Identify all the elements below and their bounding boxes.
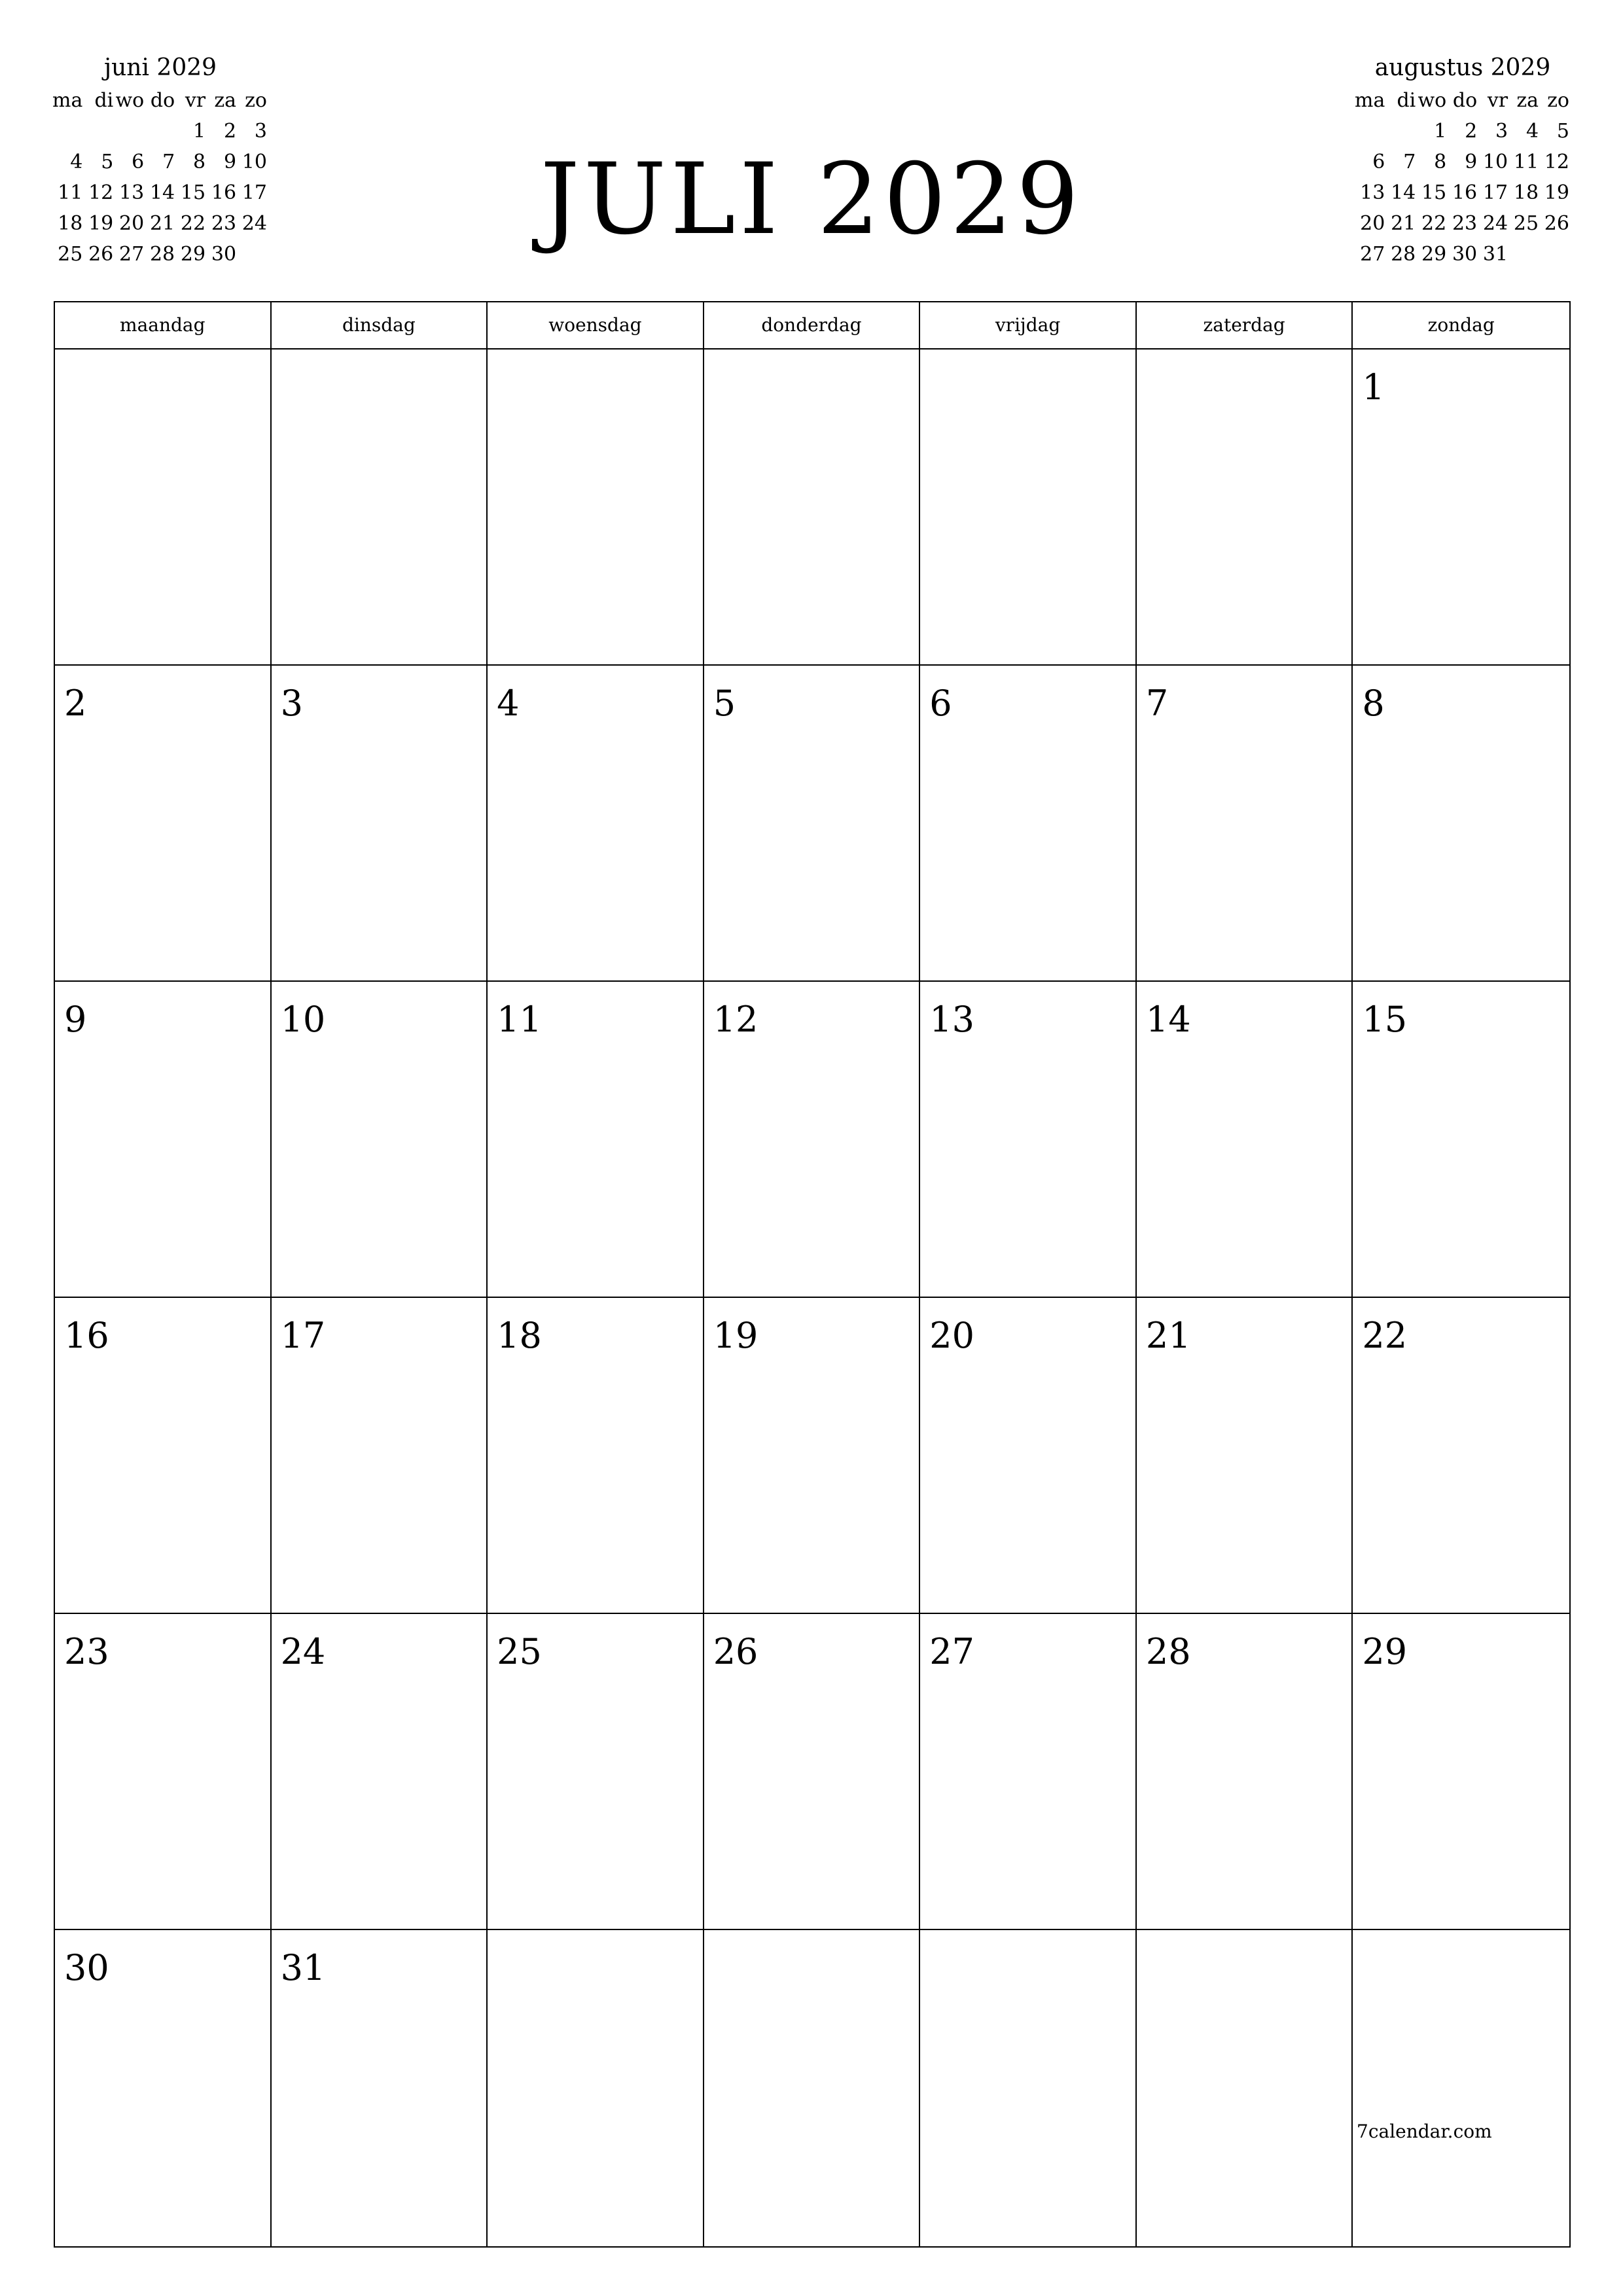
mini-calendar-prev-title: juni 2029 [103,54,217,81]
day-number: 19 [713,1315,758,1356]
day-number: 9 [64,999,87,1040]
mini-day: 15 [180,181,206,204]
day-cell[interactable] [704,1298,921,1614]
footer-credit: 7calendar.com [1357,2121,1492,2142]
mini-calendar-next [1355,51,1571,270]
day-number: 8 [1362,683,1385,724]
mini-weekday-label: di [94,89,114,112]
day-cell[interactable] [1137,350,1353,666]
mini-day: 15 [1421,181,1447,204]
mini-day: 6 [1372,151,1385,173]
weekday-header: maandag [55,302,272,348]
day-number: 13 [929,999,974,1040]
weekday-header: zaterdag [1137,302,1353,348]
day-cell[interactable] [1353,1930,1569,2246]
mini-day: 28 [1391,243,1416,266]
mini-day: 29 [1421,243,1447,266]
mini-day: 23 [1452,212,1478,235]
day-number: 3 [280,683,303,724]
mini-weekday-label: vr [185,89,206,112]
mini-weekday-label: ma [52,89,83,112]
mini-weekday-label: wo [1418,89,1447,112]
mini-day: 6 [132,151,145,173]
day-cell[interactable] [1353,350,1569,666]
day-number: 29 [1362,1631,1408,1672]
mini-day: 19 [88,212,114,235]
day-cell[interactable] [55,1614,272,1930]
day-cell[interactable] [488,982,704,1298]
weekday-header: dinsdag [272,302,488,348]
day-cell[interactable] [704,666,921,982]
day-cell[interactable] [272,1298,488,1614]
mini-calendar-next-title: augustus 2029 [1374,54,1551,81]
mini-day: 7 [1403,151,1416,173]
mini-day: 5 [1556,120,1569,143]
day-cell[interactable] [1137,1930,1353,2246]
day-cell[interactable] [1353,1298,1569,1614]
day-cell[interactable] [1353,666,1569,982]
mini-day: 18 [1513,181,1539,204]
day-cell[interactable] [920,1930,1137,2246]
day-cell[interactable] [704,350,921,666]
mini-day: 3 [1495,120,1508,143]
mini-day: 22 [180,212,206,235]
day-number: 14 [1145,999,1191,1040]
day-cell[interactable] [272,982,488,1298]
mini-day: 25 [1513,212,1539,235]
mini-day: 27 [1360,243,1385,266]
mini-day: 25 [58,243,83,266]
day-cell[interactable] [488,1930,704,2246]
mini-weekday-label: za [214,89,237,112]
mini-day: 12 [1544,151,1569,173]
mini-day: 5 [101,151,114,173]
day-cell[interactable] [920,666,1137,982]
mini-weekday-label: vr [1487,89,1508,112]
mini-day: 22 [1421,212,1447,235]
mini-day: 17 [241,181,267,204]
mini-day: 10 [1482,151,1508,173]
day-cell[interactable] [1137,982,1353,1298]
day-number: 6 [929,683,952,724]
day-number: 21 [1145,1315,1191,1356]
mini-day: 23 [211,212,237,235]
day-grid [55,350,1569,2246]
mini-day: 11 [58,181,83,204]
weekday-header-row [55,302,1569,350]
mini-day: 30 [1452,243,1478,266]
mini-weekday-label: zo [1547,89,1569,112]
day-cell[interactable] [920,350,1137,666]
mini-day: 21 [149,212,175,235]
day-cell[interactable] [272,1614,488,1930]
mini-day: 26 [1544,212,1569,235]
day-cell[interactable] [488,666,704,982]
mini-day: 13 [119,181,145,204]
day-number: 23 [64,1631,109,1672]
mini-day: 9 [223,151,237,173]
mini-weekday-label: do [150,89,175,112]
mini-day: 1 [1434,120,1447,143]
day-cell[interactable] [55,1298,272,1614]
mini-day: 9 [1465,151,1478,173]
day-cell[interactable] [488,1298,704,1614]
day-number: 26 [713,1631,758,1672]
mini-day: 8 [1434,151,1447,173]
day-number: 4 [497,683,520,724]
day-cell[interactable] [55,666,272,982]
day-number: 18 [497,1315,542,1356]
day-cell[interactable] [1137,1298,1353,1614]
day-number: 20 [929,1315,974,1356]
mini-day: 3 [254,120,267,143]
day-cell[interactable] [704,1614,921,1930]
mini-day: 30 [211,243,237,266]
mini-day [1386,116,1417,147]
weekday-header: zondag [1427,314,1495,336]
day-cell[interactable] [488,1614,704,1930]
mini-day: 16 [211,181,237,204]
mini-day: 24 [1482,212,1508,235]
day-number: 12 [713,999,758,1040]
day-number: 11 [497,999,542,1040]
day-number: 30 [64,1947,109,1988]
mini-day: 12 [88,181,114,204]
mini-day [1509,239,1540,270]
day-number: 22 [1362,1315,1408,1356]
weekday-header: vrijdag [920,302,1137,348]
mini-calendar-next-grid [1355,85,1571,270]
day-number: 28 [1145,1631,1191,1672]
day-cell[interactable] [55,1930,272,2246]
mini-day: 8 [193,151,206,173]
day-number: 10 [280,999,326,1040]
page-title: JULI 2029 [540,143,1083,257]
mini-day: 2 [223,120,237,143]
mini-day: 31 [1482,243,1508,266]
mini-day: 21 [1391,212,1416,235]
day-number: 7 [1145,683,1169,724]
mini-weekday-label: za [1516,89,1539,112]
day-number: 24 [280,1631,326,1672]
day-number: 31 [280,1947,326,1988]
mini-day: 1 [193,120,206,143]
day-number: 17 [280,1315,326,1356]
day-cell[interactable] [704,1930,921,2246]
mini-day: 29 [180,243,206,266]
day-cell[interactable] [1353,982,1569,1298]
day-number: 5 [713,683,736,724]
day-cell[interactable] [920,1298,1137,1614]
mini-weekday-label: di [1397,89,1416,112]
day-cell[interactable] [488,350,704,666]
day-number: 27 [929,1631,974,1672]
day-cell[interactable] [920,1614,1137,1930]
day-cell[interactable] [704,982,921,1298]
weekday-header: woensdag [488,302,704,348]
mini-day: 28 [149,243,175,266]
mini-day: 16 [1452,181,1478,204]
day-cell[interactable] [55,350,272,666]
mini-day: 4 [70,151,83,173]
mini-day: 19 [1544,181,1569,204]
day-number: 2 [64,683,87,724]
weekday-header: donderdag [704,302,921,348]
mini-day: 24 [241,212,267,235]
mini-day: 18 [58,212,83,235]
day-number: 25 [497,1631,542,1672]
day-cell[interactable] [272,666,488,982]
mini-day: 2 [1465,120,1478,143]
day-number: 15 [1362,999,1408,1040]
mini-weekday-label: zo [245,89,267,112]
day-cell[interactable] [1137,666,1353,982]
day-cell[interactable] [272,1930,488,2246]
mini-day: 20 [119,212,145,235]
mini-day [1355,116,1386,147]
mini-weekday-label: do [1452,89,1478,112]
mini-day: 17 [1482,181,1508,204]
mini-day: 26 [88,243,114,266]
mini-day: 20 [1360,212,1385,235]
mini-day [1540,239,1571,270]
day-cell[interactable] [1353,1614,1569,1930]
day-cell[interactable] [272,350,488,666]
mini-day: 10 [241,151,267,173]
day-number: 16 [64,1315,109,1356]
day-cell[interactable] [1137,1614,1353,1930]
mini-day: 4 [1525,120,1539,143]
day-cell[interactable] [55,982,272,1298]
mini-weekday-label: wo [115,89,145,112]
mini-day: 14 [149,181,175,204]
mini-day: 27 [119,243,145,266]
mini-day: 14 [1391,181,1416,204]
month-calendar [54,301,1571,2248]
mini-day: 11 [1513,151,1539,173]
mini-day: 13 [1360,181,1385,204]
mini-weekday-label: ma [1355,89,1385,112]
mini-day: 7 [162,151,175,173]
day-cell[interactable] [920,982,1137,1298]
day-number: 1 [1362,367,1385,408]
